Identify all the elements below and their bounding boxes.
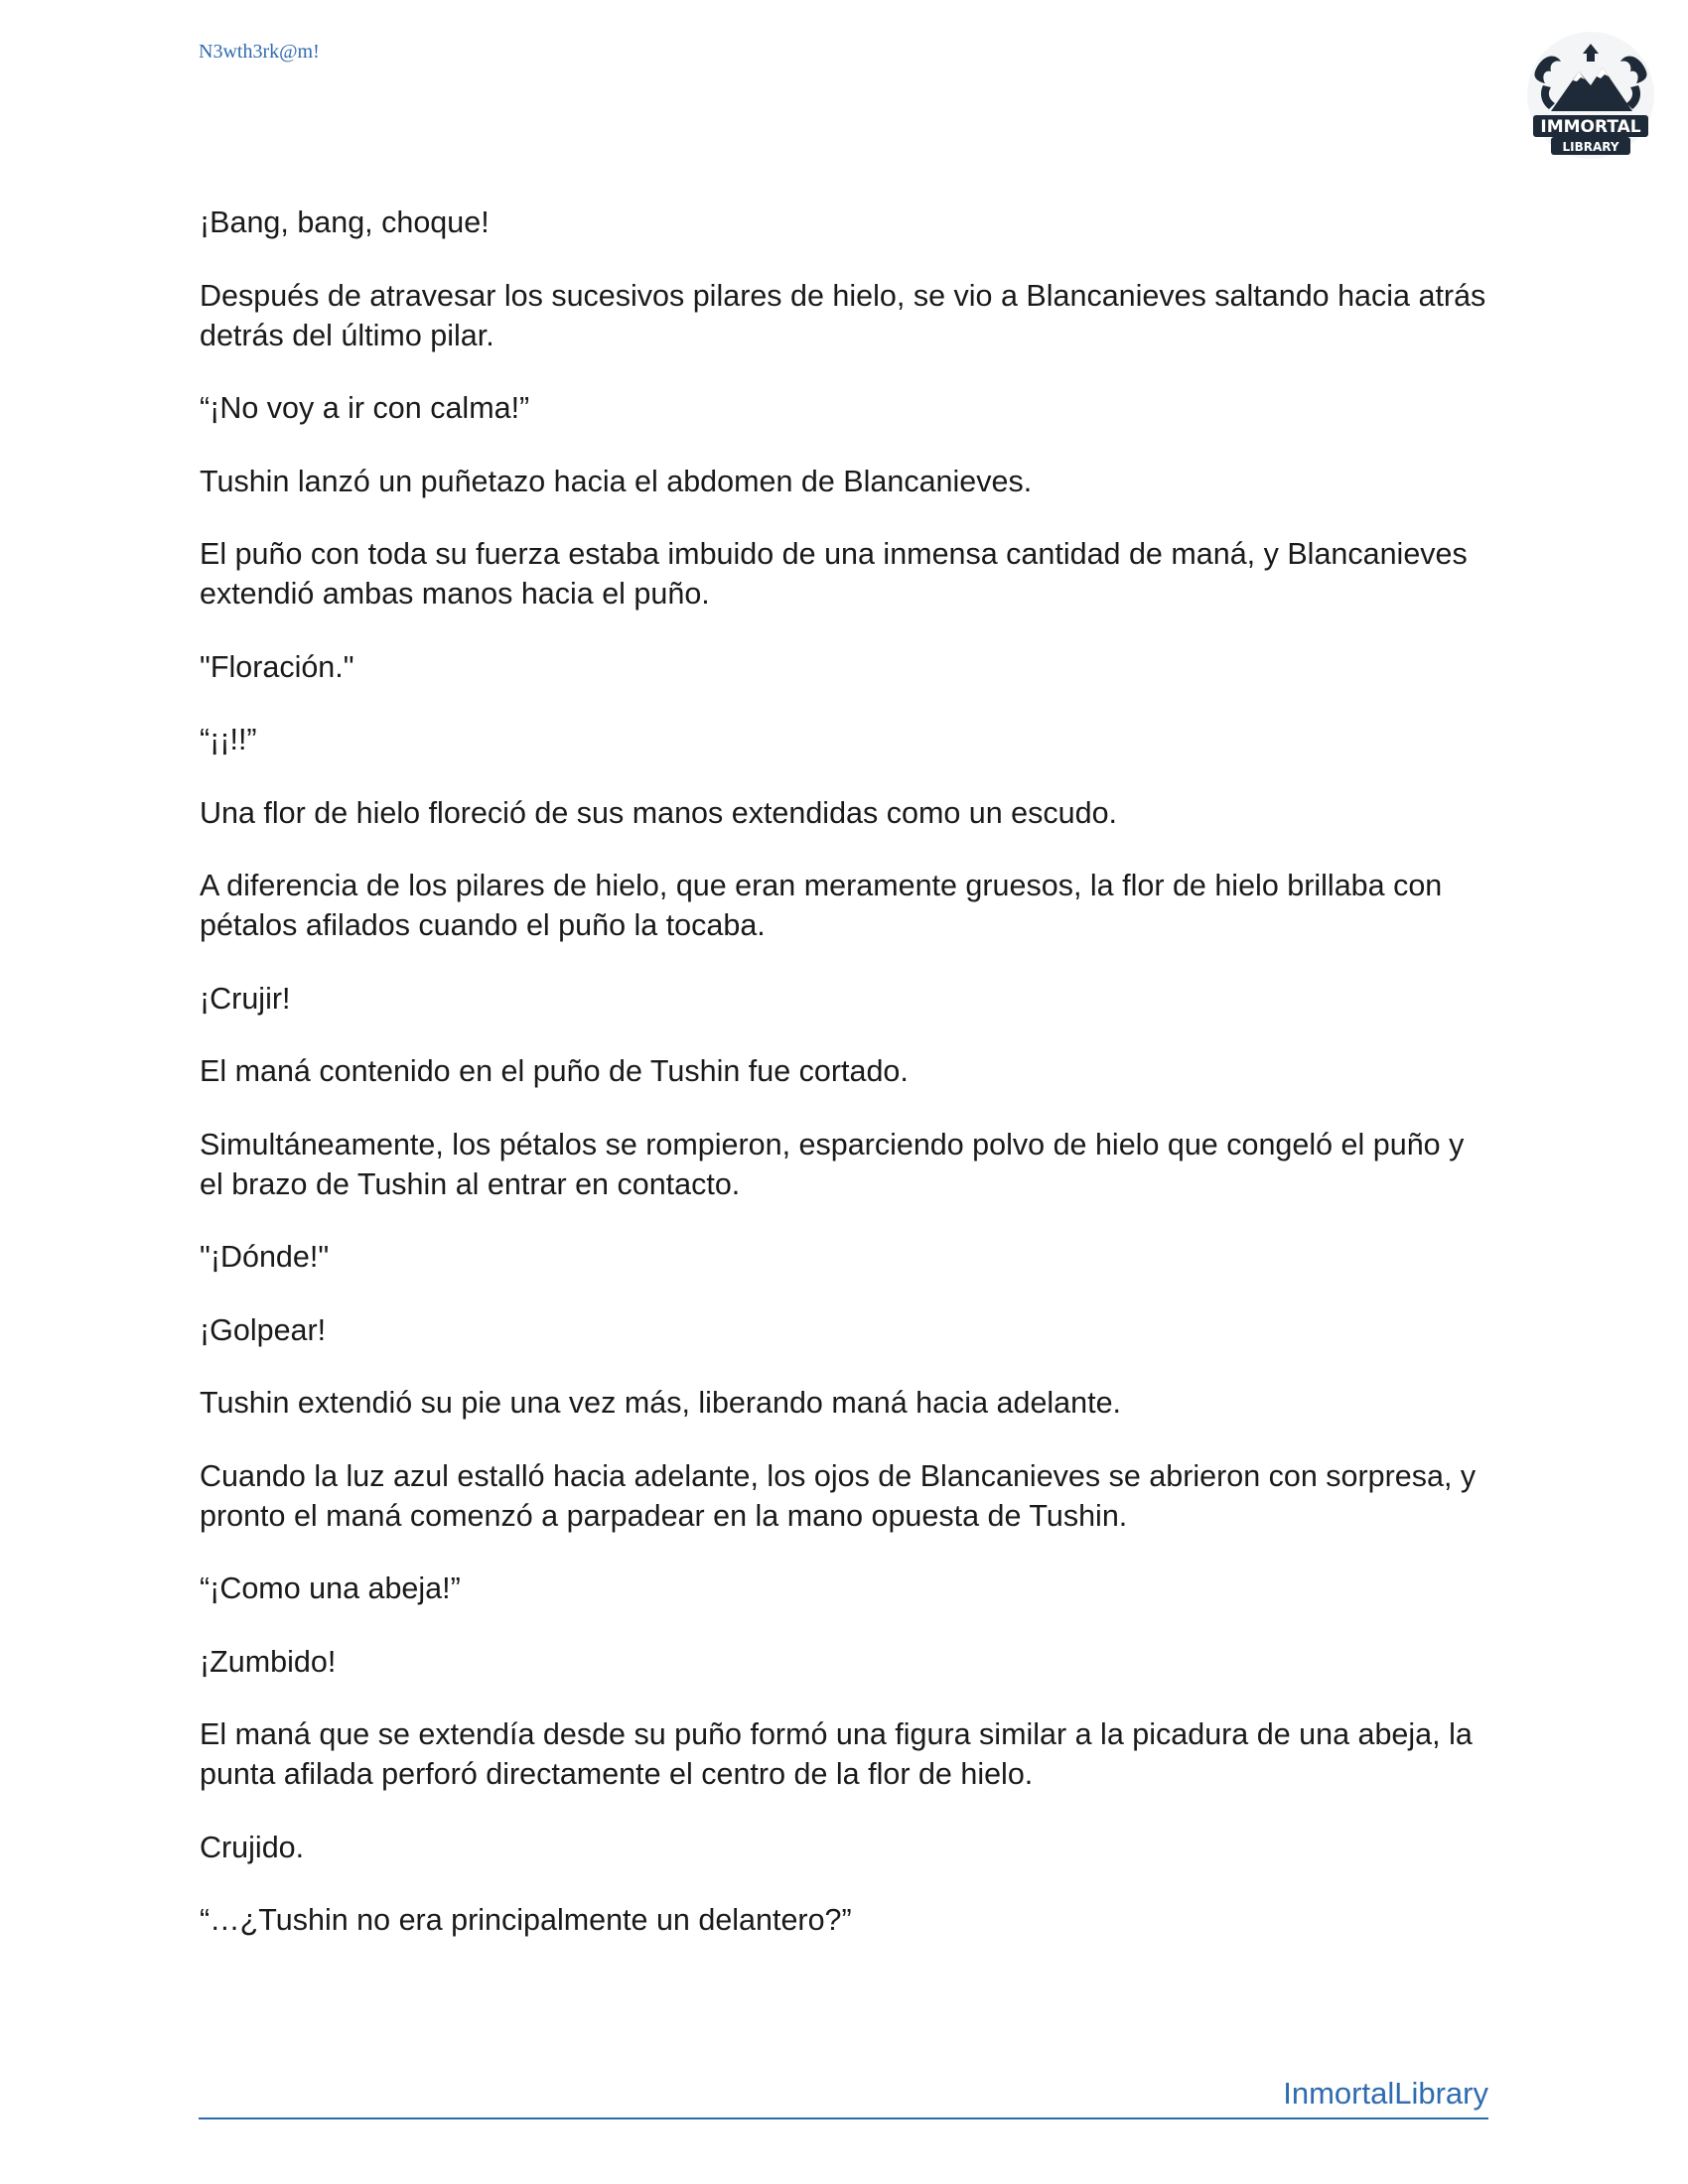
- logo-word-1: IMMORTAL: [1540, 117, 1641, 137]
- paragraph: Crujido.: [200, 1830, 305, 1864]
- paragraph: "¡Dónde!": [200, 1240, 330, 1274]
- paragraph: El puño con toda su fuerza estaba imbuido de una inmensa cantidad de maná, y Blancanieves extendió ambas manos hacia el puño.: [200, 537, 1468, 611]
- paragraph: El maná contenido en el puño de Tushin fue cortado.: [200, 1054, 909, 1088]
- paragraph: “¡No voy a ir con calma!”: [200, 391, 530, 425]
- paragraph: Cuando la luz azul estalló hacia adelante, los ojos de Blancanieves se abrieron con sorpresa, y pronto el maná comenzó a parpadear en la mano opuesta de Tushin.: [200, 1458, 1477, 1533]
- paragraph: Tushin extendió su pie una vez más, liberando maná hacia adelante.: [200, 1386, 1122, 1420]
- paragraph: “¡¡!!”: [200, 723, 257, 756]
- paragraph: Una flor de hielo floreció de sus manos extendidas como un escudo.: [200, 795, 1118, 830]
- translator-credit: N3wth3rk@m!: [199, 41, 320, 63]
- paragraph: Simultáneamente, los pétalos se rompieron, esparciendo polvo de hielo que congeló el puño y el brazo de Tushin al entrar en contacto.: [200, 1127, 1465, 1201]
- paragraph: El maná que se extendía desde su puño formó una figura similar a la picadura de una abeja, la punta afilada perforó directamente el centro de la flor de hielo.: [200, 1717, 1473, 1791]
- paragraph: “…¿Tushin no era principalmente un delantero?”: [200, 1903, 852, 1937]
- paragraph: ¡Zumbido!: [200, 1644, 337, 1679]
- inmortal-library-link[interactable]: InmortalLibrary: [199, 2074, 1488, 2119]
- paragraph: ¡Bang, bang, choque!: [200, 205, 490, 239]
- paragraph: Después de atravesar los sucesivos pilares de hielo, se vio a Blancanieves saltando hacia atrás detrás del último pilar.: [200, 278, 1486, 352]
- logo-word-2: LIBRARY: [1562, 140, 1619, 154]
- paragraph: Tushin lanzó un puñetazo hacia el abdomen de Blancanieves.: [200, 464, 1033, 498]
- paragraph: ¡Golpear!: [200, 1312, 327, 1347]
- immortal-library-logo: [1521, 32, 1660, 163]
- paragraph: ¡Crujir!: [200, 981, 291, 1016]
- paragraph: A diferencia de los pilares de hielo, que eran meramente gruesos, la flor de hielo brillaba con pétalos afilados cuando el puño la tocaba.: [200, 869, 1443, 942]
- chapter-text: [200, 203, 1490, 1974]
- paragraph: “¡Como una abeja!”: [200, 1571, 461, 1605]
- paragraph: "Floración.": [200, 649, 354, 684]
